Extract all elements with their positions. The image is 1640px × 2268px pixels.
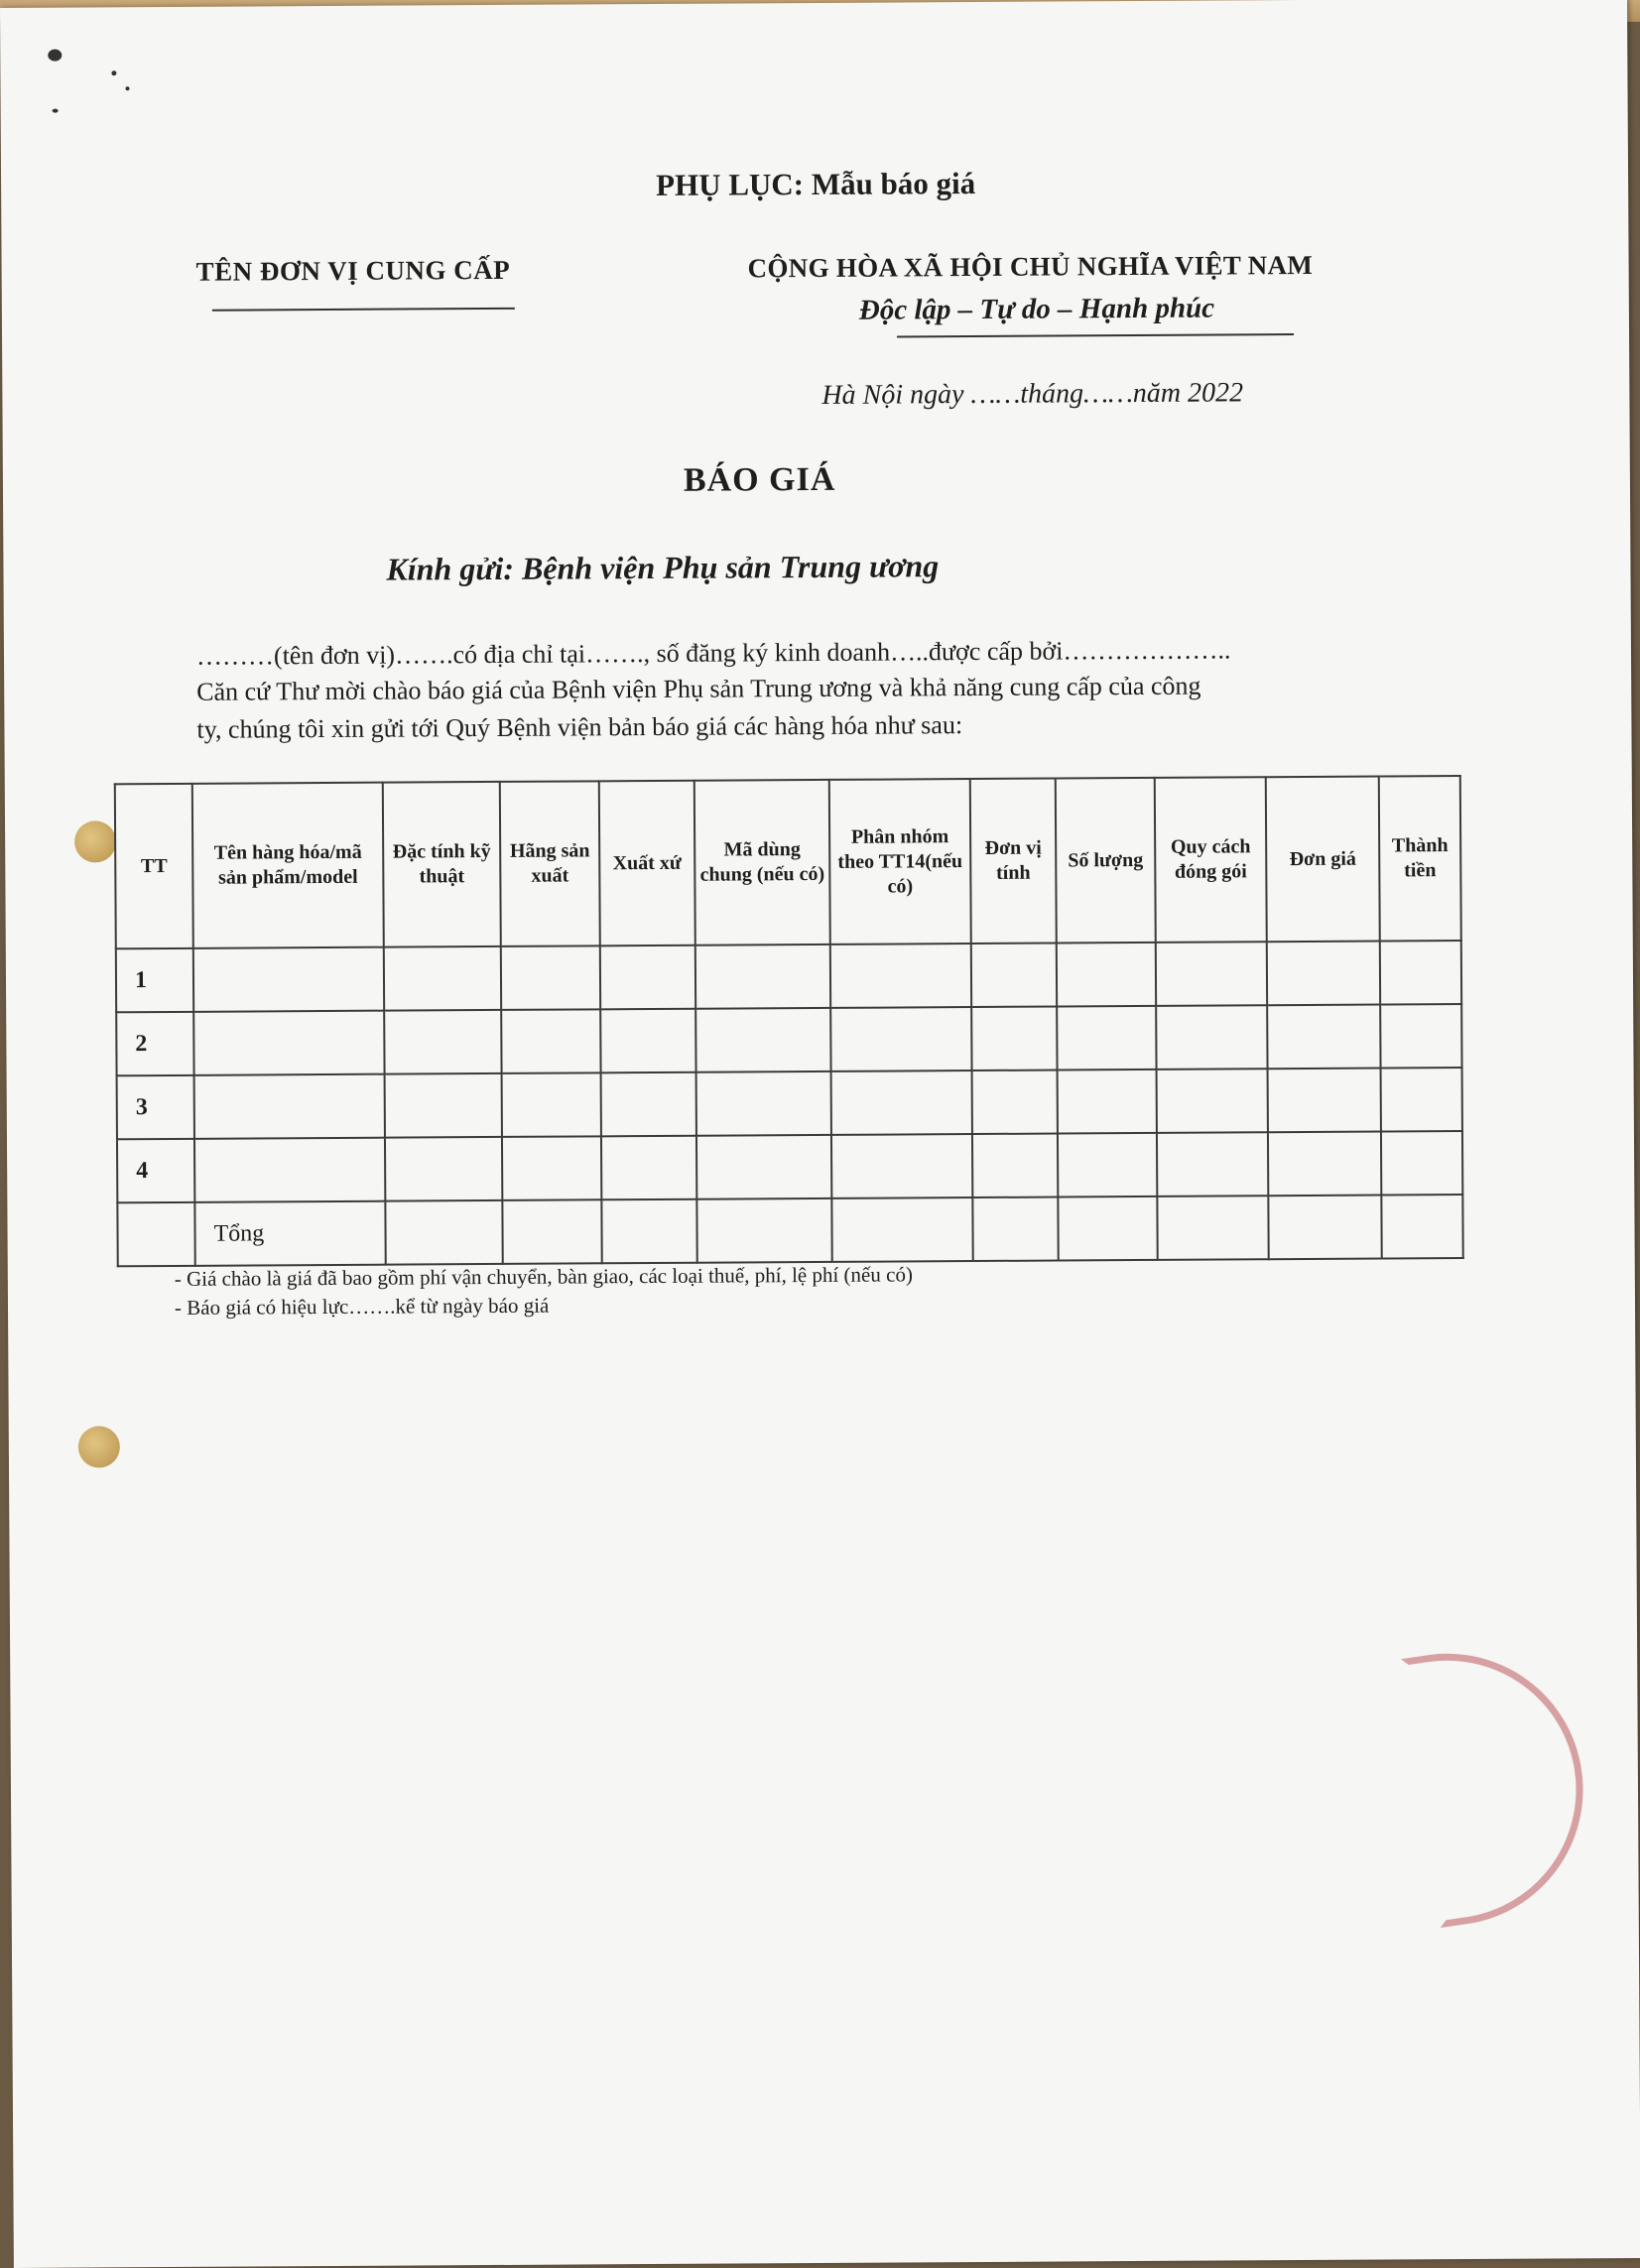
table-header-row	[115, 776, 1461, 948]
total-label: Tổng	[194, 1201, 385, 1266]
table-cell	[696, 1135, 831, 1199]
table-cell	[1381, 1068, 1462, 1131]
table-cell	[1267, 1005, 1380, 1070]
motto-underline	[897, 333, 1294, 337]
paper-speck	[53, 109, 59, 113]
column-header: Đơn vị tính	[970, 779, 1057, 945]
table-cell	[502, 1199, 601, 1264]
quotation-table	[114, 775, 1464, 1267]
table-cell	[971, 944, 1057, 1008]
column-header: Số lượng	[1056, 778, 1156, 944]
row-number: 1	[116, 948, 193, 1012]
table-cell	[1268, 1196, 1381, 1260]
table-cell	[194, 1074, 385, 1139]
paper-speck	[111, 70, 116, 75]
table-cell	[1381, 1131, 1462, 1195]
table-cell	[1057, 1006, 1156, 1071]
punch-hole-top	[74, 820, 116, 862]
table-cell	[601, 1136, 696, 1200]
table-cell	[972, 1071, 1058, 1135]
document-title: BÁO GIÁ	[683, 460, 836, 499]
stamp-mark	[1401, 1635, 1601, 1928]
table-cell	[830, 944, 971, 1008]
paper-speck	[125, 86, 129, 90]
column-header: Quy cách đóng gói	[1155, 777, 1267, 943]
intro-paragraph-line: Căn cứ Thư mời chào báo giá của Bệnh viện Phụ sản Trung ương và khả năng cung cấp của công	[196, 671, 1201, 706]
table-cell	[1058, 1070, 1157, 1134]
national-motto: Độc lập – Tự do – Hạnh phúc	[858, 292, 1215, 326]
table-cell	[1058, 1197, 1157, 1261]
table-cell	[1156, 1005, 1267, 1070]
row-number: 2	[116, 1012, 193, 1075]
column-header: Tên hàng hóa/mã sản phẩm/model	[192, 783, 384, 948]
date-line: Hà Nội ngày ……tháng……năm 2022	[821, 377, 1244, 411]
column-header: Thành tiền	[1379, 776, 1461, 941]
table-cell	[502, 1136, 601, 1200]
table-cell	[1268, 1132, 1381, 1197]
table-cell	[385, 1073, 502, 1138]
appendix-title: PHỤ LỤC: Mẫu báo giá	[655, 165, 976, 202]
recipient-line: Kính gửi: Bệnh viện Phụ sản Trung ương	[386, 548, 940, 587]
table-row	[116, 1004, 1461, 1075]
table-cell	[193, 1011, 384, 1075]
column-header: Phân nhóm theo TT14(nếu có)	[829, 779, 971, 945]
table-cell	[1380, 1004, 1461, 1068]
national-title: CỘNG HÒA XÃ HỘI CHỦ NGHĨA VIỆT NAM	[747, 249, 1314, 284]
table-cell	[501, 1009, 600, 1073]
table-cell	[601, 1072, 696, 1137]
table-row	[117, 1131, 1462, 1202]
table-cell	[695, 945, 830, 1009]
table-cell	[972, 1197, 1058, 1262]
table-cell	[1057, 943, 1156, 1007]
table-cell	[1157, 1196, 1268, 1260]
table-cell	[384, 1010, 501, 1074]
footnote-validity: - Báo giá có hiệu lực…….kể từ ngày báo giá	[174, 1293, 550, 1320]
table-cell	[600, 1009, 695, 1073]
column-header: Đặc tính kỹ thuật	[383, 782, 501, 947]
punch-hole-bottom	[78, 1426, 120, 1467]
column-header: Xuất xứ	[599, 781, 695, 946]
table-cell	[385, 1200, 502, 1265]
table-cell	[193, 947, 384, 1012]
table-cell	[194, 1138, 385, 1202]
table-total-row	[117, 1195, 1462, 1266]
table-cell	[601, 1199, 696, 1264]
column-header: TT	[115, 784, 193, 948]
table-cell	[696, 1198, 831, 1263]
table-cell	[831, 1134, 972, 1198]
table-cell	[117, 1202, 194, 1266]
table-cell	[831, 1071, 972, 1135]
table-cell	[501, 945, 600, 1010]
table-cell	[1157, 1132, 1268, 1197]
intro-paragraph-line: ………(tên đơn vị)…….có địa chỉ tại……., số đăng ký kinh doanh…..được cấp bởi………………..	[195, 635, 1231, 671]
table-cell	[830, 1007, 971, 1071]
table-cell	[1058, 1133, 1157, 1197]
row-number: 4	[117, 1139, 194, 1202]
table-cell	[385, 1137, 502, 1201]
column-header: Đơn giá	[1266, 777, 1380, 943]
table-cell	[1268, 1069, 1381, 1133]
table-cell	[696, 1071, 831, 1136]
row-number: 3	[117, 1075, 194, 1139]
table-row	[116, 941, 1461, 1012]
supplier-underline	[212, 308, 515, 312]
table-cell	[695, 1008, 830, 1072]
table-cell	[1380, 941, 1461, 1004]
table-cell	[972, 1134, 1058, 1198]
table-cell	[384, 946, 501, 1011]
table-cell	[1156, 942, 1267, 1006]
supplier-label: TÊN ĐƠN VỊ CUNG CẤP	[195, 254, 511, 287]
column-header: Hãng sản xuất	[500, 781, 600, 946]
table-cell	[600, 945, 695, 1010]
table-cell	[971, 1007, 1057, 1071]
intro-paragraph-line: ty, chúng tôi xin gửi tới Quý Bệnh viện bản báo giá các hàng hóa như sau:	[196, 710, 963, 744]
table-cell	[1157, 1069, 1268, 1133]
table-row	[117, 1068, 1462, 1139]
column-header: Mã dùng chung (nếu có)	[694, 780, 830, 945]
footnote-price: - Giá chào là giá đã bao gồm phí vận chuyển, bàn giao, các loại thuế, phí, lệ phí (nếu có)	[174, 1262, 913, 1291]
table-cell	[1381, 1195, 1462, 1258]
table-cell	[1267, 942, 1380, 1006]
paper-speck	[48, 50, 62, 62]
table-cell	[502, 1072, 601, 1137]
table-cell	[831, 1197, 972, 1262]
